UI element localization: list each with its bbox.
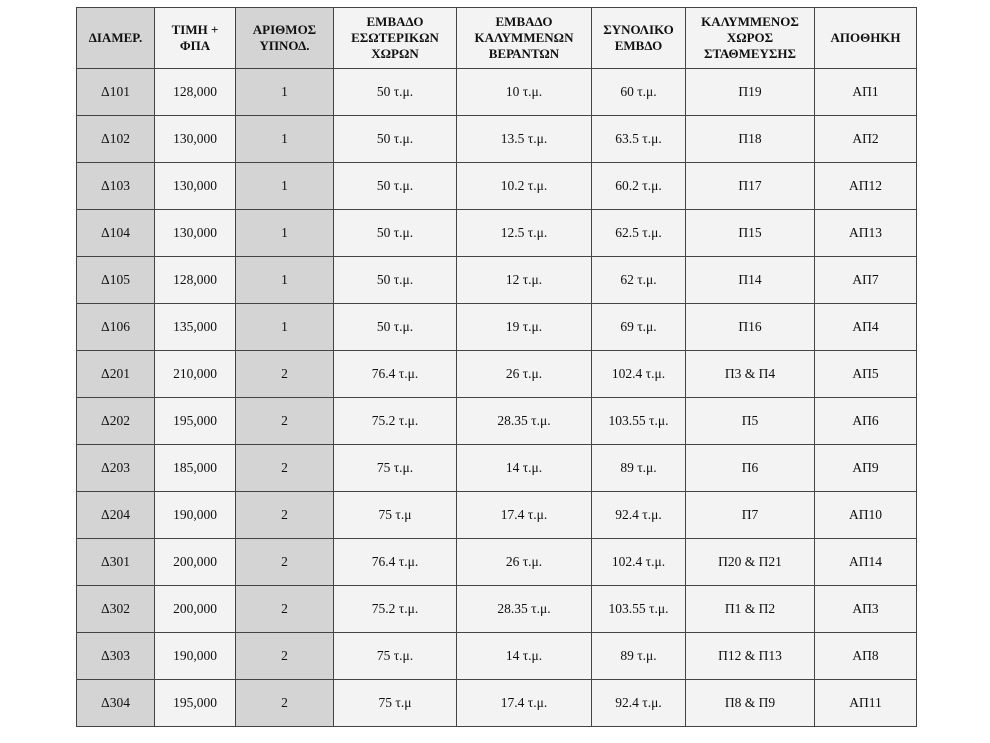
cell-storage-room: ΑΠ6 bbox=[815, 398, 917, 445]
table-row bbox=[77, 163, 917, 210]
cell-price-vat: 135,000 bbox=[155, 304, 236, 351]
cell-parking-space: Π16 bbox=[686, 304, 815, 351]
cell-parking-space: Π18 bbox=[686, 116, 815, 163]
cell-bedrooms: 2 bbox=[236, 492, 334, 539]
cell-apartment: Δ105 bbox=[77, 257, 155, 304]
column-header-apartment: ΔΙΑΜΕΡ. bbox=[77, 8, 155, 69]
cell-total-area: 62.5 τ.μ. bbox=[592, 210, 686, 257]
cell-covered-veranda-area: 10.2 τ.μ. bbox=[457, 163, 592, 210]
cell-covered-veranda-area: 28.35 τ.μ. bbox=[457, 398, 592, 445]
cell-interior-area: 50 τ.μ. bbox=[334, 304, 457, 351]
cell-bedrooms: 2 bbox=[236, 586, 334, 633]
cell-parking-space: Π3 & Π4 bbox=[686, 351, 815, 398]
cell-price-vat: 130,000 bbox=[155, 163, 236, 210]
cell-interior-area: 50 τ.μ. bbox=[334, 69, 457, 116]
cell-interior-area: 75 τ.μ bbox=[334, 680, 457, 727]
table-row bbox=[77, 351, 917, 398]
cell-parking-space: Π8 & Π9 bbox=[686, 680, 815, 727]
cell-storage-room: ΑΠ14 bbox=[815, 539, 917, 586]
cell-apartment: Δ103 bbox=[77, 163, 155, 210]
cell-total-area: 102.4 τ.μ. bbox=[592, 351, 686, 398]
cell-parking-space: Π12 & Π13 bbox=[686, 633, 815, 680]
cell-apartment: Δ102 bbox=[77, 116, 155, 163]
cell-bedrooms: 2 bbox=[236, 539, 334, 586]
cell-bedrooms: 2 bbox=[236, 633, 334, 680]
column-header-storage-room: ΑΠΟΘΗΚΗ bbox=[815, 8, 917, 69]
cell-apartment: Δ301 bbox=[77, 539, 155, 586]
cell-price-vat: 190,000 bbox=[155, 492, 236, 539]
cell-apartment: Δ201 bbox=[77, 351, 155, 398]
cell-storage-room: ΑΠ4 bbox=[815, 304, 917, 351]
cell-total-area: 62 τ.μ. bbox=[592, 257, 686, 304]
cell-storage-room: ΑΠ11 bbox=[815, 680, 917, 727]
cell-bedrooms: 2 bbox=[236, 398, 334, 445]
cell-total-area: 69 τ.μ. bbox=[592, 304, 686, 351]
cell-covered-veranda-area: 10 τ.μ. bbox=[457, 69, 592, 116]
cell-price-vat: 190,000 bbox=[155, 633, 236, 680]
cell-total-area: 60 τ.μ. bbox=[592, 69, 686, 116]
cell-covered-veranda-area: 14 τ.μ. bbox=[457, 633, 592, 680]
cell-bedrooms: 1 bbox=[236, 304, 334, 351]
cell-storage-room: ΑΠ9 bbox=[815, 445, 917, 492]
cell-apartment: Δ106 bbox=[77, 304, 155, 351]
cell-total-area: 92.4 τ.μ. bbox=[592, 680, 686, 727]
cell-price-vat: 130,000 bbox=[155, 116, 236, 163]
cell-apartment: Δ302 bbox=[77, 586, 155, 633]
cell-storage-room: ΑΠ1 bbox=[815, 69, 917, 116]
cell-interior-area: 75 τ.μ. bbox=[334, 633, 457, 680]
cell-bedrooms: 2 bbox=[236, 445, 334, 492]
cell-price-vat: 210,000 bbox=[155, 351, 236, 398]
cell-total-area: 92.4 τ.μ. bbox=[592, 492, 686, 539]
cell-covered-veranda-area: 12 τ.μ. bbox=[457, 257, 592, 304]
cell-price-vat: 130,000 bbox=[155, 210, 236, 257]
column-header-total-area: ΣΥΝΟΛΙΚΟ ΕΜΒΔΟ bbox=[592, 8, 686, 69]
table-row bbox=[77, 304, 917, 351]
cell-storage-room: ΑΠ3 bbox=[815, 586, 917, 633]
cell-total-area: 103.55 τ.μ. bbox=[592, 398, 686, 445]
cell-apartment: Δ203 bbox=[77, 445, 155, 492]
cell-parking-space: Π6 bbox=[686, 445, 815, 492]
cell-covered-veranda-area: 14 τ.μ. bbox=[457, 445, 592, 492]
table-row bbox=[77, 492, 917, 539]
cell-storage-room: ΑΠ10 bbox=[815, 492, 917, 539]
cell-interior-area: 75 τ.μ bbox=[334, 492, 457, 539]
table-row bbox=[77, 398, 917, 445]
cell-apartment: Δ104 bbox=[77, 210, 155, 257]
column-header-parking-space: ΚΑΛΥΜΜΕΝΟΣ ΧΩΡΟΣ ΣΤΑΘΜΕΥΣΗΣ bbox=[686, 8, 815, 69]
cell-storage-room: ΑΠ2 bbox=[815, 116, 917, 163]
cell-storage-room: ΑΠ5 bbox=[815, 351, 917, 398]
cell-storage-room: ΑΠ7 bbox=[815, 257, 917, 304]
cell-price-vat: 200,000 bbox=[155, 539, 236, 586]
cell-interior-area: 75.2 τ.μ. bbox=[334, 398, 457, 445]
table-row bbox=[77, 116, 917, 163]
cell-storage-room: ΑΠ8 bbox=[815, 633, 917, 680]
cell-parking-space: Π19 bbox=[686, 69, 815, 116]
cell-interior-area: 76.4 τ.μ. bbox=[334, 539, 457, 586]
cell-parking-space: Π17 bbox=[686, 163, 815, 210]
cell-interior-area: 50 τ.μ. bbox=[334, 163, 457, 210]
cell-storage-room: ΑΠ13 bbox=[815, 210, 917, 257]
table-row bbox=[77, 633, 917, 680]
table-row bbox=[77, 257, 917, 304]
cell-bedrooms: 1 bbox=[236, 257, 334, 304]
cell-covered-veranda-area: 12.5 τ.μ. bbox=[457, 210, 592, 257]
table-row bbox=[77, 445, 917, 492]
cell-price-vat: 195,000 bbox=[155, 398, 236, 445]
cell-apartment: Δ101 bbox=[77, 69, 155, 116]
cell-parking-space: Π7 bbox=[686, 492, 815, 539]
cell-interior-area: 50 τ.μ. bbox=[334, 210, 457, 257]
cell-total-area: 89 τ.μ. bbox=[592, 633, 686, 680]
apartments-table bbox=[76, 7, 917, 727]
cell-covered-veranda-area: 13.5 τ.μ. bbox=[457, 116, 592, 163]
cell-bedrooms: 2 bbox=[236, 680, 334, 727]
column-header-bedrooms: ΑΡΙΘΜΟΣ ΥΠΝΟΔ. bbox=[236, 8, 334, 69]
cell-covered-veranda-area: 26 τ.μ. bbox=[457, 351, 592, 398]
cell-total-area: 63.5 τ.μ. bbox=[592, 116, 686, 163]
column-header-interior-area: ΕΜΒΑΔΟ ΕΣΩΤΕΡΙΚΩΝ ΧΩΡΩΝ bbox=[334, 8, 457, 69]
table-body bbox=[77, 69, 917, 727]
cell-interior-area: 50 τ.μ. bbox=[334, 257, 457, 304]
cell-bedrooms: 1 bbox=[236, 210, 334, 257]
cell-total-area: 102.4 τ.μ. bbox=[592, 539, 686, 586]
cell-parking-space: Π5 bbox=[686, 398, 815, 445]
table-row bbox=[77, 586, 917, 633]
header-row bbox=[77, 8, 917, 69]
cell-price-vat: 128,000 bbox=[155, 69, 236, 116]
cell-interior-area: 50 τ.μ. bbox=[334, 116, 457, 163]
cell-interior-area: 75.2 τ.μ. bbox=[334, 586, 457, 633]
cell-total-area: 60.2 τ.μ. bbox=[592, 163, 686, 210]
cell-apartment: Δ304 bbox=[77, 680, 155, 727]
cell-price-vat: 200,000 bbox=[155, 586, 236, 633]
cell-apartment: Δ202 bbox=[77, 398, 155, 445]
cell-covered-veranda-area: 28.35 τ.μ. bbox=[457, 586, 592, 633]
cell-parking-space: Π20 & Π21 bbox=[686, 539, 815, 586]
cell-total-area: 89 τ.μ. bbox=[592, 445, 686, 492]
column-header-price-vat: ΤΙΜΗ + ΦΠΑ bbox=[155, 8, 236, 69]
table-row bbox=[77, 680, 917, 727]
table-row bbox=[77, 69, 917, 116]
cell-covered-veranda-area: 19 τ.μ. bbox=[457, 304, 592, 351]
cell-price-vat: 185,000 bbox=[155, 445, 236, 492]
column-header-covered-veranda-area: ΕΜΒΑΔΟ ΚΑΛΥΜΜΕΝΩΝ ΒΕΡΑΝΤΩΝ bbox=[457, 8, 592, 69]
cell-price-vat: 195,000 bbox=[155, 680, 236, 727]
cell-parking-space: Π14 bbox=[686, 257, 815, 304]
cell-storage-room: ΑΠ12 bbox=[815, 163, 917, 210]
cell-bedrooms: 1 bbox=[236, 163, 334, 210]
cell-interior-area: 76.4 τ.μ. bbox=[334, 351, 457, 398]
cell-covered-veranda-area: 17.4 τ.μ. bbox=[457, 680, 592, 727]
cell-price-vat: 128,000 bbox=[155, 257, 236, 304]
cell-interior-area: 75 τ.μ. bbox=[334, 445, 457, 492]
table-row bbox=[77, 210, 917, 257]
cell-bedrooms: 1 bbox=[236, 69, 334, 116]
cell-covered-veranda-area: 17.4 τ.μ. bbox=[457, 492, 592, 539]
cell-parking-space: Π1 & Π2 bbox=[686, 586, 815, 633]
cell-parking-space: Π15 bbox=[686, 210, 815, 257]
cell-bedrooms: 2 bbox=[236, 351, 334, 398]
cell-bedrooms: 1 bbox=[236, 116, 334, 163]
table-row bbox=[77, 539, 917, 586]
cell-apartment: Δ204 bbox=[77, 492, 155, 539]
cell-covered-veranda-area: 26 τ.μ. bbox=[457, 539, 592, 586]
cell-total-area: 103.55 τ.μ. bbox=[592, 586, 686, 633]
cell-apartment: Δ303 bbox=[77, 633, 155, 680]
